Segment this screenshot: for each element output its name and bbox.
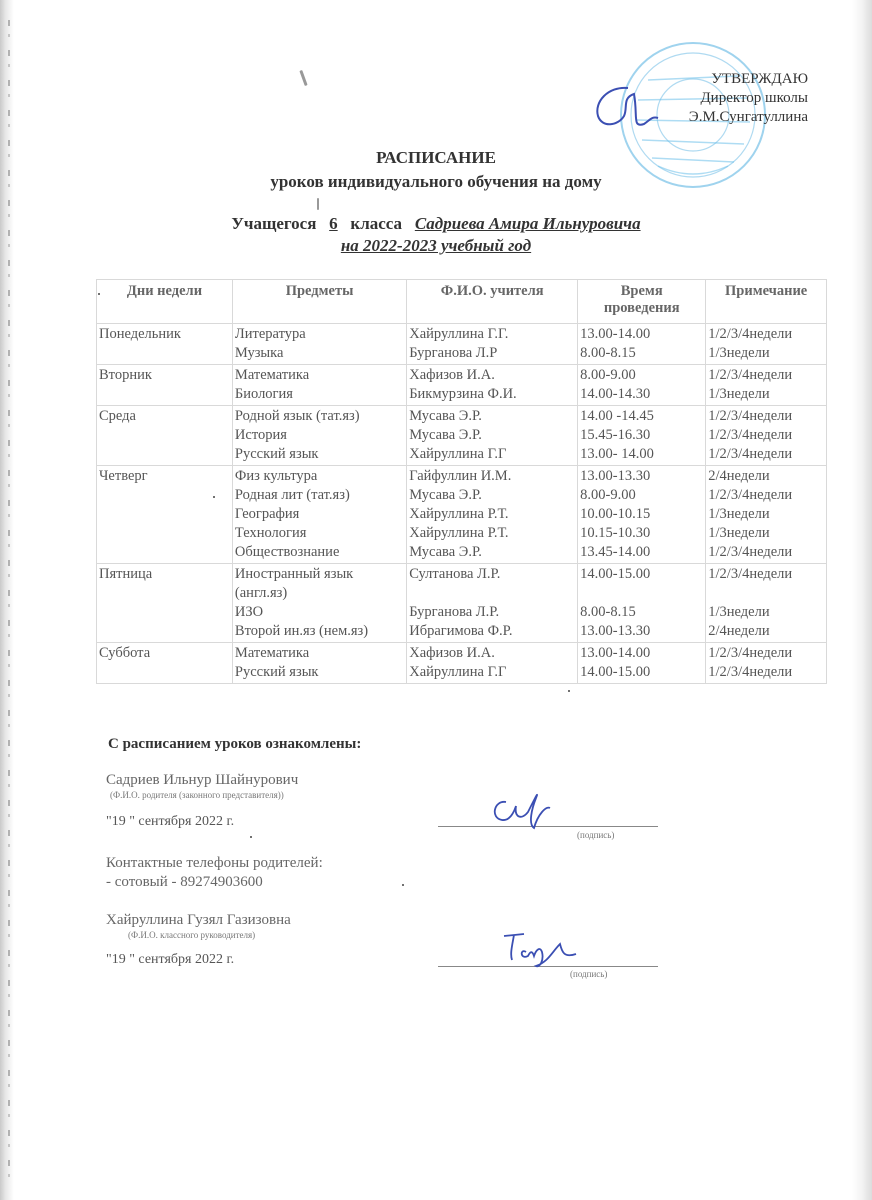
time-line: 8.00-9.00 <box>580 367 636 383</box>
cell-times <box>578 564 706 643</box>
scan-speck <box>317 198 319 210</box>
student-name: Садриева Амира Ильнуровича <box>414 214 641 233</box>
table-row <box>97 643 827 684</box>
student-prefix: Учащегося <box>231 214 317 233</box>
note-line: 1/2/3/4недели <box>708 427 793 443</box>
note-line: 1/2/3/4недели <box>708 645 793 661</box>
note-line: 1/2/3/4недели <box>708 664 793 680</box>
subject-line: Математика <box>234 645 310 661</box>
cell-subjects <box>232 466 406 564</box>
teacher-line: Хайруллина Г.Г <box>409 446 507 462</box>
time-line: 13.00-13.30 <box>580 468 651 484</box>
subject-line: Русский язык <box>234 446 319 462</box>
teacher-line: Мусава Э.Р. <box>409 544 482 560</box>
header-subjects: Предметы <box>232 280 406 324</box>
teacher-line: Султанова Л.Р. <box>409 566 501 582</box>
time-line: 8.00-8.15 <box>580 604 636 620</box>
note-line: 2/4недели <box>708 468 770 484</box>
scan-speck <box>299 70 307 86</box>
scan-speck <box>402 884 404 886</box>
teacher-line: Бурганова Л.Р <box>409 345 498 361</box>
note-line: 1/2/3/4недели <box>708 446 793 462</box>
teacher-line: Хафизов И.А. <box>409 645 495 661</box>
cell-teachers <box>407 365 578 406</box>
cell-day: Пятница <box>97 564 233 643</box>
table-row <box>97 466 827 564</box>
teacher-signature <box>490 922 586 968</box>
cell-notes <box>706 406 827 466</box>
parent-signature <box>484 784 556 834</box>
time-line: 15.45-16.30 <box>580 427 651 443</box>
cell-subjects <box>232 324 406 365</box>
table-row <box>97 564 827 643</box>
note-line: 1/3недели <box>708 506 770 522</box>
student-line <box>0 214 872 234</box>
date-teacher: "19 " сентября 2022 г. <box>106 952 235 967</box>
table-header-row <box>97 280 827 324</box>
header-teacher: Ф.И.О. учителя <box>407 280 578 324</box>
teacher-line: Хайруллина Г.Г. <box>409 326 509 342</box>
scan-speck <box>568 690 570 692</box>
approval-position: Директор школы <box>700 90 808 106</box>
teacher-line: Хайруллина Г.Г <box>409 664 507 680</box>
subject-line: Математика <box>234 367 310 383</box>
phones-label: Контактные телефоны родителей: <box>106 855 323 871</box>
subject-line: Русский язык <box>234 664 319 680</box>
header-time-line2: проведения <box>603 300 680 316</box>
table-row <box>97 406 827 466</box>
cell-notes <box>706 466 827 564</box>
time-line: 14.00-15.00 <box>580 664 651 680</box>
cell-times <box>578 365 706 406</box>
teacher-line: Бикмурзина Ф.И. <box>409 386 517 402</box>
cell-subjects <box>232 365 406 406</box>
table-row <box>97 324 827 365</box>
cell-subjects <box>232 564 406 643</box>
acknowledgement: С расписанием уроков ознакомлены: <box>108 736 362 752</box>
cell-teachers <box>407 466 578 564</box>
cell-subjects <box>232 643 406 684</box>
cell-day: Суббота <box>97 643 233 684</box>
teacher-line: Хафизов И.А. <box>409 367 495 383</box>
header-time-line1: Время <box>620 283 663 299</box>
subject-line: Физ культура <box>234 468 318 484</box>
parent-caption: (Ф.И.О. родителя (законного представителя)) <box>110 790 284 800</box>
time-line: 14.00-14.30 <box>580 386 651 402</box>
school-year <box>0 236 872 256</box>
document-subtitle: уроков индивидуального обучения на дому <box>270 172 602 191</box>
approval-director-name: Э.М.Сунгатуллина <box>688 109 808 125</box>
subject-line: Биология <box>234 386 293 402</box>
time-line: 14.00 -14.45 <box>580 408 654 424</box>
signature-caption-teacher: (подпись) <box>570 969 608 979</box>
teacher-caption: (Ф.И.О. классного руководителя) <box>128 930 256 940</box>
subject-line: Родной язык (тат.яз) <box>234 408 360 424</box>
cell-times <box>578 406 706 466</box>
subject-line: Литература <box>234 326 306 342</box>
parent-name: Садриев Ильнур Шайнурович <box>106 772 299 788</box>
teacher-line: Мусава Э.Р. <box>409 408 482 424</box>
note-line: 1/2/3/4недели <box>708 367 793 383</box>
cell-teachers <box>407 324 578 365</box>
approval-block <box>689 70 808 127</box>
cell-notes <box>706 564 827 643</box>
subject-line: Второй ин.яз (нем.яз) <box>234 623 369 639</box>
scan-left-edge-marks <box>8 20 10 1180</box>
subject-line: История <box>234 427 287 443</box>
time-line: 10.00-10.15 <box>580 506 651 522</box>
header-note: Примечание <box>706 280 827 324</box>
time-line: 8.00-9.00 <box>580 487 636 503</box>
header-time <box>578 280 706 324</box>
note-line: 1/2/3/4недели <box>708 544 793 560</box>
subject-line: География <box>234 506 300 522</box>
cell-teachers <box>407 643 578 684</box>
note-line: 1/2/3/4недели <box>708 326 793 342</box>
time-line: 13.45-14.00 <box>580 544 651 560</box>
school-year-text: на 2022-2023 учебный год <box>340 236 532 255</box>
subject-line: Обществознание <box>234 544 340 560</box>
class-teacher-name: Хайруллина Гузял Газизовна <box>106 912 291 928</box>
subject-line: ИЗО <box>234 604 264 620</box>
approval-heading: УТВЕРЖДАЮ <box>711 71 808 87</box>
subject-line: Иностранный язык (англ.яз) <box>234 566 354 601</box>
teacher-line: Бурганова Л.Р. <box>409 604 500 620</box>
document-title: РАСПИСАНИЕ <box>376 148 496 167</box>
cell-teachers <box>407 406 578 466</box>
cell-notes <box>706 365 827 406</box>
note-line: 1/3недели <box>708 525 770 541</box>
scan-speck <box>250 836 252 838</box>
time-line: 13.00-14.00 <box>580 326 651 342</box>
cell-day: Среда <box>97 406 233 466</box>
header-day: Дни недели <box>97 280 233 324</box>
cell-notes <box>706 643 827 684</box>
teacher-line: Мусава Э.Р. <box>409 427 482 443</box>
cell-subjects <box>232 406 406 466</box>
class-word: класса <box>350 214 403 233</box>
cell-day: Вторник <box>97 365 233 406</box>
schedule-body <box>97 324 827 684</box>
cell-notes <box>706 324 827 365</box>
student-grade: 6 <box>329 214 338 233</box>
phones-block <box>106 854 323 892</box>
cell-day: Понедельник <box>97 324 233 365</box>
director-signature <box>588 76 660 136</box>
signature-caption-parent: (подпись) <box>577 830 615 840</box>
date-parent: "19 " сентября 2022 г. <box>106 814 235 829</box>
time-line: 14.00-15.00 <box>580 566 651 582</box>
subject-line: Технология <box>234 525 307 541</box>
time-line: 13.00- 14.00 <box>580 446 654 462</box>
teacher-line: Хайруллина Р.Т. <box>409 506 509 522</box>
time-line: 8.00-8.15 <box>580 345 636 361</box>
cell-teachers <box>407 564 578 643</box>
note-line: 1/2/3/4недели <box>708 566 793 582</box>
subject-line: Родная лит (тат.яз) <box>234 487 350 503</box>
note-line: 2/4недели <box>708 623 770 639</box>
teacher-line: Хайруллина Р.Т. <box>409 525 509 541</box>
teacher-line: Ибрагимова Ф.Р. <box>409 623 513 639</box>
mobile-phone: - сотовый - 89274903600 <box>106 874 263 890</box>
time-line: 13.00-14.00 <box>580 645 651 661</box>
note-line: 1/3недели <box>708 604 770 620</box>
note-line: 1/2/3/4недели <box>708 487 793 503</box>
teacher-line: Мусава Э.Р. <box>409 487 482 503</box>
cell-times <box>578 643 706 684</box>
cell-day: Четверг <box>97 466 233 564</box>
time-line: 10.15-10.30 <box>580 525 651 541</box>
time-line: 13.00-13.30 <box>580 623 651 639</box>
cell-times <box>578 466 706 564</box>
cell-times <box>578 324 706 365</box>
table-row <box>97 365 827 406</box>
note-line: 1/3недели <box>708 345 770 361</box>
teacher-line: Гайфуллин И.М. <box>409 468 512 484</box>
note-line: 1/3недели <box>708 386 770 402</box>
note-line: 1/2/3/4недели <box>708 408 793 424</box>
schedule-table <box>96 279 827 684</box>
subject-line: Музыка <box>234 345 284 361</box>
